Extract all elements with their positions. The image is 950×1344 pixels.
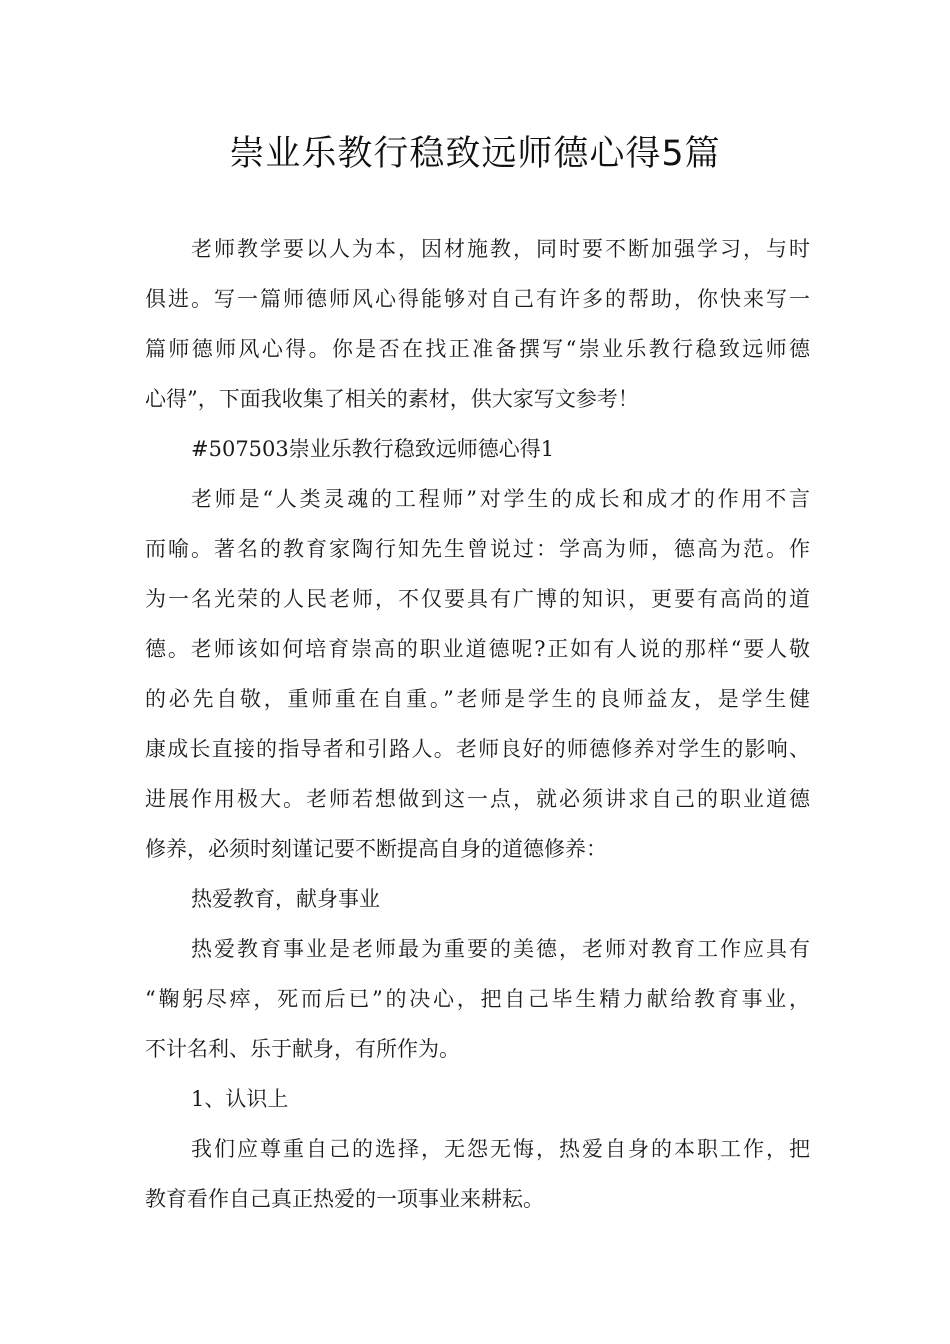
text-line: 德。老师该如何培育崇高的职业道德呢?正如有人说的那样“要人敬 [145, 637, 810, 661]
text-line: 俱进。写一篇师德师风心得能够对自己有许多的帮助，你快来写一 [145, 287, 810, 311]
text-line: 篇师德师风心得。你是否在找正准备撰写“崇业乐教行稳致远师德 [145, 337, 810, 361]
text-line: 热爱教育，献身事业 [191, 887, 380, 911]
text-line: 进展作用极大。老师若想做到这一点，就必须讲求自己的职业道德 [145, 787, 810, 811]
text-line: 修养，必须时刻谨记要不断提高自身的道德修养： [145, 837, 607, 861]
text-line: 热爱教育事业是老师最为重要的美德，老师对教育工作应具有 [191, 937, 810, 961]
text-line: #507503崇业乐教行稳致远师德心得1 [191, 437, 555, 461]
text-line: 为一名光荣的人民老师，不仅要具有广博的知识，更要有高尚的道 [145, 587, 810, 611]
text-line: 老师教学要以人为本，因材施教，同时要不断加强学习，与时 [191, 237, 810, 261]
text-line: 康成长直接的指导者和引路人。老师良好的师德修养对学生的影响、 [145, 737, 810, 761]
text-line: 的必先自敬，重师重在自重。”老师是学生的良师益友，是学生健 [145, 687, 810, 711]
text-line: 老师是“人类灵魂的工程师”对学生的成长和成才的作用不言 [191, 487, 810, 511]
text-line: 心得”，下面我收集了相关的素材，供大家写文参考！ [145, 387, 639, 411]
text-line: 教育看作自己真正热爱的一项事业来耕耘。 [145, 1187, 544, 1211]
document-title: 崇业乐教行稳致远师德心得5篇 [229, 134, 721, 174]
text-line: 我们应尊重自己的选择，无怨无悔，热爱自身的本职工作，把 [191, 1137, 810, 1161]
text-line: “鞠躬尽瘁，死而后已”的决心，把自己毕生精力献给教育事业， [145, 987, 810, 1011]
document-body [145, 224, 810, 1224]
text-line: 而喻。著名的教育家陶行知先生曾说过：学高为师，德高为范。作 [145, 537, 810, 561]
text-line: 不计名利、乐于献身，有所作为。 [145, 1037, 460, 1061]
text-line: 1、认识上 [191, 1087, 289, 1111]
